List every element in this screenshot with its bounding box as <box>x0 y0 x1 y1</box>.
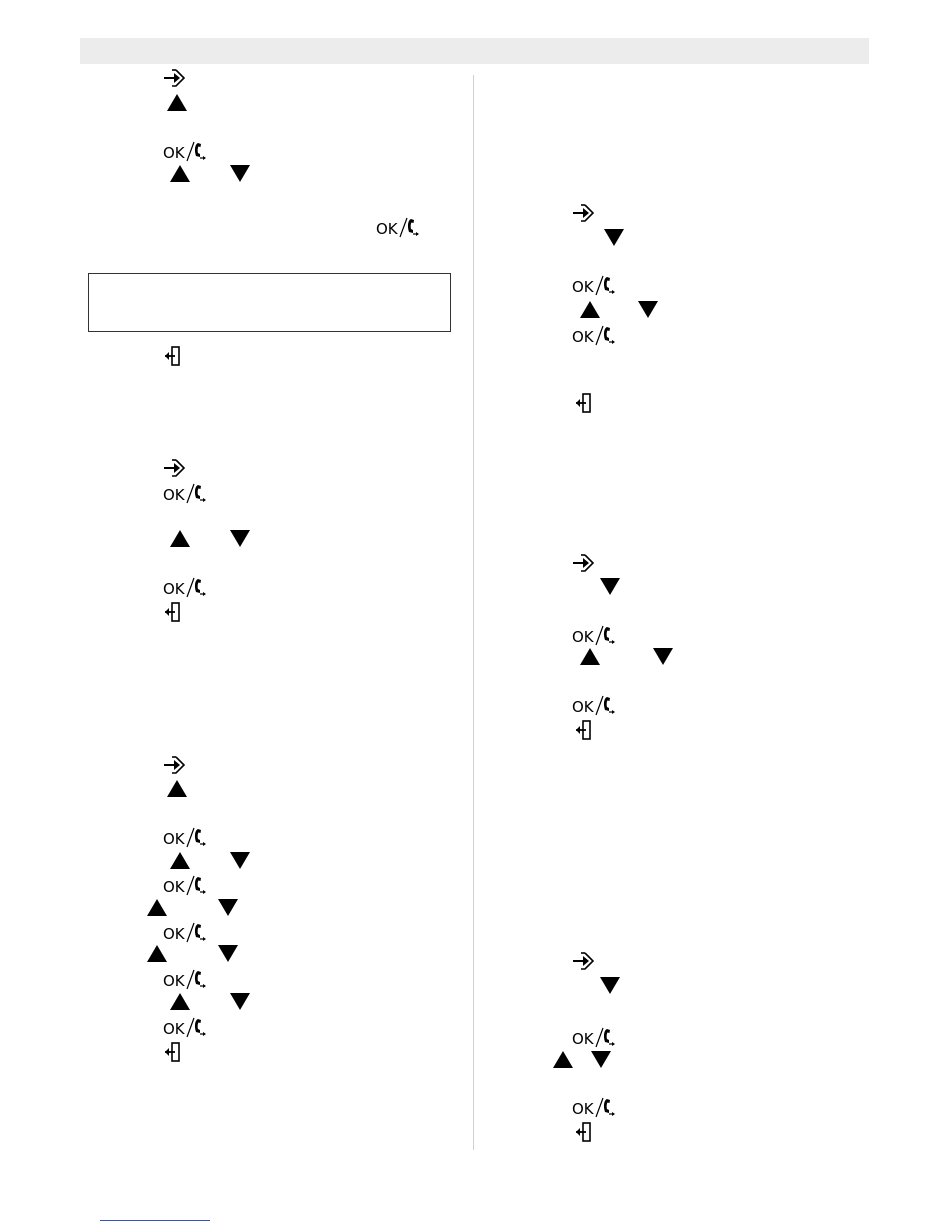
ok-call-key-icon <box>163 578 206 600</box>
down-arrow-icon <box>591 1051 611 1068</box>
ok-call-key-icon <box>572 1028 615 1050</box>
call-handset-icon <box>186 826 206 853</box>
menu-enter-icon <box>572 552 596 574</box>
ok-key-label: OK <box>163 972 185 990</box>
menu-exit-icon <box>165 602 181 622</box>
header-band <box>80 38 869 64</box>
down-arrow-icon <box>600 977 620 994</box>
call-handset-icon <box>186 1016 206 1043</box>
call-handset-icon <box>595 274 615 301</box>
up-arrow-icon <box>170 993 190 1010</box>
ok-call-key-icon <box>572 696 615 718</box>
down-arrow-icon <box>230 852 250 869</box>
down-arrow-icon <box>653 648 673 665</box>
call-handset-icon <box>186 874 206 901</box>
ok-call-key-icon <box>163 876 206 898</box>
up-arrow-icon <box>147 899 167 916</box>
down-arrow-icon <box>230 530 250 547</box>
down-arrow-icon <box>638 301 658 318</box>
menu-exit-icon <box>165 346 181 366</box>
up-arrow-icon <box>167 94 187 111</box>
ok-call-key-icon <box>163 484 206 506</box>
up-arrow-icon <box>170 165 190 182</box>
ok-key-label: OK <box>163 1020 185 1038</box>
call-handset-icon <box>186 921 206 948</box>
column-divider <box>473 75 474 1150</box>
ok-call-key-icon <box>572 1098 615 1120</box>
ok-call-key-icon <box>376 218 419 240</box>
ok-key-label: OK <box>572 1030 594 1048</box>
down-arrow-icon <box>230 165 250 182</box>
ok-key-label: OK <box>163 925 185 943</box>
ok-key-label: OK <box>572 278 594 296</box>
call-handset-icon <box>595 324 615 351</box>
ok-call-key-icon <box>163 1018 206 1040</box>
menu-enter-icon <box>572 202 596 224</box>
call-handset-icon <box>186 968 206 995</box>
ok-key-label: OK <box>572 698 594 716</box>
up-arrow-icon <box>553 1051 573 1068</box>
menu-enter-icon <box>163 67 187 89</box>
ok-key-label: OK <box>163 580 185 598</box>
menu-exit-icon <box>165 1042 181 1062</box>
up-arrow-icon <box>170 852 190 869</box>
call-handset-icon <box>595 624 615 651</box>
up-arrow-icon <box>170 530 190 547</box>
down-arrow-icon <box>604 229 624 246</box>
footer-link-underline <box>100 1220 210 1221</box>
ok-key-label: OK <box>572 328 594 346</box>
up-arrow-icon <box>167 780 187 797</box>
down-arrow-icon <box>600 578 620 595</box>
up-arrow-icon <box>580 301 600 318</box>
up-arrow-icon <box>147 945 167 962</box>
up-arrow-icon <box>580 648 600 665</box>
ok-key-label: OK <box>572 1100 594 1118</box>
ok-key-label: OK <box>163 830 185 848</box>
ok-key-label: OK <box>163 878 185 896</box>
down-arrow-icon <box>230 993 250 1010</box>
ok-call-key-icon <box>572 326 615 348</box>
down-arrow-icon <box>218 899 238 916</box>
ok-call-key-icon <box>163 923 206 945</box>
ok-key-label: OK <box>376 220 398 238</box>
ok-call-key-icon <box>163 970 206 992</box>
ok-call-key-icon <box>572 276 615 298</box>
ok-key-label: OK <box>163 486 185 504</box>
call-handset-icon <box>186 482 206 509</box>
call-handset-icon <box>595 694 615 721</box>
note-box <box>88 273 451 332</box>
ok-call-key-icon <box>163 142 206 164</box>
down-arrow-icon <box>218 945 238 962</box>
menu-enter-icon <box>163 457 187 479</box>
ok-call-key-icon <box>572 626 615 648</box>
call-handset-icon <box>595 1026 615 1053</box>
menu-exit-icon <box>576 1122 592 1142</box>
call-handset-icon <box>595 1096 615 1123</box>
ok-key-label: OK <box>163 144 185 162</box>
menu-enter-icon <box>572 950 596 972</box>
call-handset-icon <box>399 216 419 243</box>
call-handset-icon <box>186 140 206 167</box>
menu-exit-icon <box>576 393 592 413</box>
menu-exit-icon <box>576 720 592 740</box>
ok-key-label: OK <box>572 628 594 646</box>
call-handset-icon <box>186 576 206 603</box>
menu-enter-icon <box>163 754 187 776</box>
ok-call-key-icon <box>163 828 206 850</box>
